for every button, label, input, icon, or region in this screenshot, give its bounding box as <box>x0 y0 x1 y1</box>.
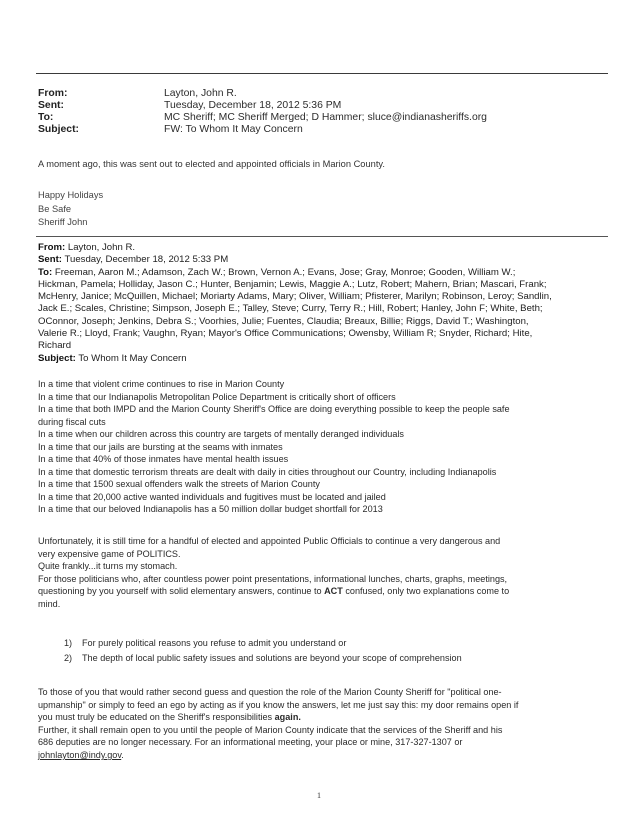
body-text: you must truly be educated on the Sheriff's responsibilities <box>38 712 275 723</box>
from-value: Layton, John R. <box>164 88 237 99</box>
body-line: In a time that violent crime continues to rise in Marion County <box>38 379 285 389</box>
email-header <box>38 88 608 136</box>
emphasis-again: again. <box>274 712 301 723</box>
list-number: 1) <box>64 638 73 648</box>
sent-value: Tuesday, December 18, 2012 5:36 PM <box>164 100 342 111</box>
forward-divider <box>36 236 608 237</box>
fwd-to-line: Jack E.; Scales, Christine; Simpson, Joseph E.; Talley, Steve; Curry, Terry R.; Hill, Robert; Hanley, John F; White, Beth; <box>38 303 543 315</box>
body-line: In a time that 20,000 active wanted individuals and fugitives must be located and jailed <box>38 491 386 502</box>
header-top-rule <box>36 73 608 74</box>
intro-text: A moment ago, this was sent out to elected and appointed officials in Marion County. <box>38 159 385 169</box>
forwarded-header <box>38 242 612 365</box>
body-text: questioning by you yourself with solid elementary answers, continue to <box>38 586 325 597</box>
body-line: In a time that our beloved Indianapolis has a 50 million dollar budget shortfall for 2013 <box>38 504 383 514</box>
fwd-sent-label: Sent: <box>38 254 62 266</box>
body-text: confused, only two explanations come to <box>342 586 510 597</box>
from-label: From: <box>38 88 68 99</box>
fwd-to-line: McHenry, Janice; McQuillen, Michael; Moriarty Adams, Mary; Oliver, William; Pfisterer, Marilyn; Robinson, Leroy; Sandlin, <box>38 291 552 303</box>
explanations-list <box>64 636 604 666</box>
body-line: upmanship" or simply to feed an ego by acting as if you know the answers, let me just say this: my door remains open if <box>38 699 519 710</box>
fwd-to-line: Richard <box>38 340 72 352</box>
subject-label: Subject: <box>38 124 79 135</box>
greeting-line: Sheriff John <box>38 217 88 227</box>
fwd-to-line: Hickman, Pamela; Holliday, Jason C.; Hunter, Benjamin; Lewis, Maggie A.; Lutz, Robert; Mahern, Brian; Mascari, Frank; <box>38 278 547 290</box>
fwd-subject-value: To Whom It May Concern <box>78 352 187 364</box>
body-line: 686 deputies are no longer necessary. For an informational meeting, your place or mine, 317-327-1307 or <box>38 737 463 748</box>
body-line: In a time that 1500 sexual offenders walk the streets of Marion County <box>38 479 320 489</box>
body-line: For those politicians who, after countless power point presentations, informational lunches, charts, graphs, meetings, <box>38 573 508 584</box>
body-line: mind. <box>38 598 61 609</box>
fwd-from-row <box>38 242 612 254</box>
sent-label: Sent: <box>38 100 64 111</box>
list-text: The depth of local public safety issues and solutions are beyond your scope of comprehension <box>82 653 462 663</box>
body-line: very expensive game of POLITICS. <box>38 548 181 559</box>
to-label: To: <box>38 112 54 123</box>
greeting-line: Happy Holidays <box>38 190 104 200</box>
header-to-row <box>38 112 608 124</box>
greeting-block <box>38 189 103 230</box>
fwd-sent-row <box>38 254 612 266</box>
paragraph-open-door <box>38 686 612 762</box>
email-link[interactable]: johnlayton@indy.gov <box>38 749 122 760</box>
body-line: Quite frankly...it turns my stomach. <box>38 561 178 572</box>
body-line: Unfortunately, it is still time for a handful of elected and appointed Public Officials to continue a very dangerous and <box>38 536 501 546</box>
fwd-subject-row <box>38 353 612 365</box>
header-sent-row <box>38 100 608 112</box>
header-from-row <box>38 88 608 100</box>
list-number: 2) <box>64 653 73 663</box>
body-line: In a time that both IMPD and the Marion County Sheriff's Office are doing everything possible to keep the people safe <box>38 404 510 414</box>
body-line <box>38 585 612 598</box>
subject-value: FW: To Whom It May Concern <box>164 124 303 135</box>
list-text: For purely political reasons you refuse to admit you understand or <box>82 638 347 648</box>
fwd-to-label: To: <box>38 266 53 278</box>
fwd-from-label: From: <box>38 242 66 253</box>
body-line <box>38 749 612 762</box>
fwd-to-line: OConnor, Joseph; Jenkins, Debra S.; Voorhies, Julie; Fuentes, Claudia; Breaux, Billie; Riggs, David T.; Washington, <box>38 315 529 327</box>
body-line: To those of you that would rather second guess and question the role of the Marion County Sheriff for "political one- <box>38 687 502 697</box>
body-text: . <box>121 749 124 760</box>
body-line: In a time that our Indianapolis Metropolitan Police Department is critically short of officers <box>38 391 396 402</box>
fwd-to-line: Freeman, Aaron M.; Adamson, Zach W.; Brown, Vernon A.; Evans, Jose; Gray, Monroe; Gooden, William W.; <box>54 266 516 278</box>
fwd-to-row <box>38 267 612 279</box>
paragraph-politics <box>38 535 612 611</box>
body-line: In a time that our jails are bursting at the seams with inmates <box>38 441 283 452</box>
body-line: Further, it shall remain open to you until the people of Marion County indicate that the services of the Sheriff and his <box>38 724 503 735</box>
body-line: In a time that 40% of those inmates have mental health issues <box>38 454 289 464</box>
body-line <box>38 711 612 724</box>
to-value: MC Sheriff; MC Sheriff Merged; D Hammer; sluce@indianasheriffs.org <box>164 112 487 123</box>
page-number: 1 <box>317 791 321 800</box>
greeting-line: Be Safe <box>38 203 72 214</box>
fwd-to-line: Valerie R.; Lloyd, Frank; Vaughn, Ryan; Mayor's Office Communications; Owensby, William R; Snyder, Richard; Hite, <box>38 328 533 340</box>
emphasis-act: ACT <box>324 586 343 597</box>
body-line: In a time that domestic terrorism threats are dealt with daily in cities throughout our Country, including Indianapolis <box>38 466 497 477</box>
fwd-subject-label: Subject: <box>38 352 76 364</box>
header-subject-row <box>38 124 608 136</box>
list-item <box>64 636 604 651</box>
fwd-sent-value: Tuesday, December 18, 2012 5:33 PM <box>64 254 229 266</box>
fwd-from-value: Layton, John R. <box>67 242 136 253</box>
list-item <box>64 651 604 666</box>
in-a-time-list <box>38 378 612 516</box>
body-line: In a time when our children across this country are targets of mentally deranged individuals <box>38 429 404 439</box>
body-line: during fiscal cuts <box>38 416 106 427</box>
